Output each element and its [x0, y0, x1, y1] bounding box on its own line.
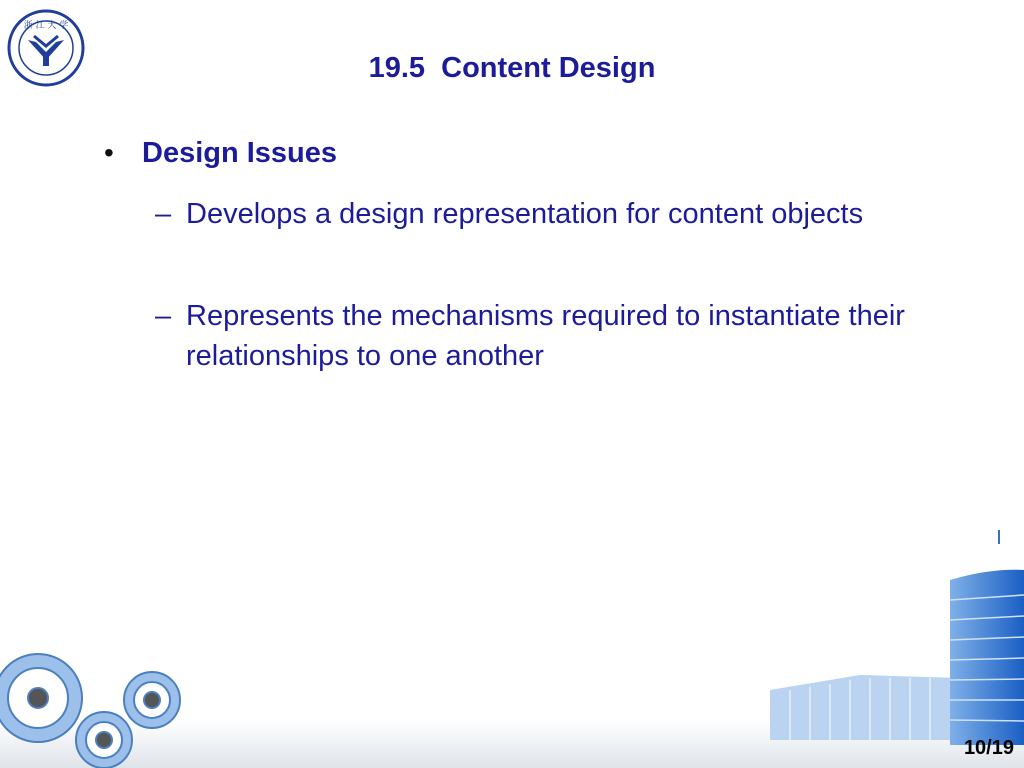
dash-marker: –	[155, 300, 172, 332]
page-number: 10/19	[963, 737, 1014, 759]
bullet-design-issues	[104, 136, 337, 170]
bullet-marker: •	[104, 137, 114, 168]
bullet-label: Design Issues	[142, 137, 338, 169]
slide-title: 19.5 Content Design	[368, 52, 656, 84]
sub-item-text: Represents the mechanisms required to instantiate their relationships to one another	[186, 300, 905, 372]
footer-decoration	[0, 540, 1024, 768]
sub-item-1	[155, 194, 915, 234]
dash-marker: –	[155, 198, 172, 230]
sub-item-2	[155, 296, 915, 376]
svg-text:浙 江 大 学: 浙 江 大 学	[23, 21, 69, 31]
sub-item-text: Develops a design representation for content objects	[186, 198, 864, 230]
building-icon	[770, 570, 1024, 745]
